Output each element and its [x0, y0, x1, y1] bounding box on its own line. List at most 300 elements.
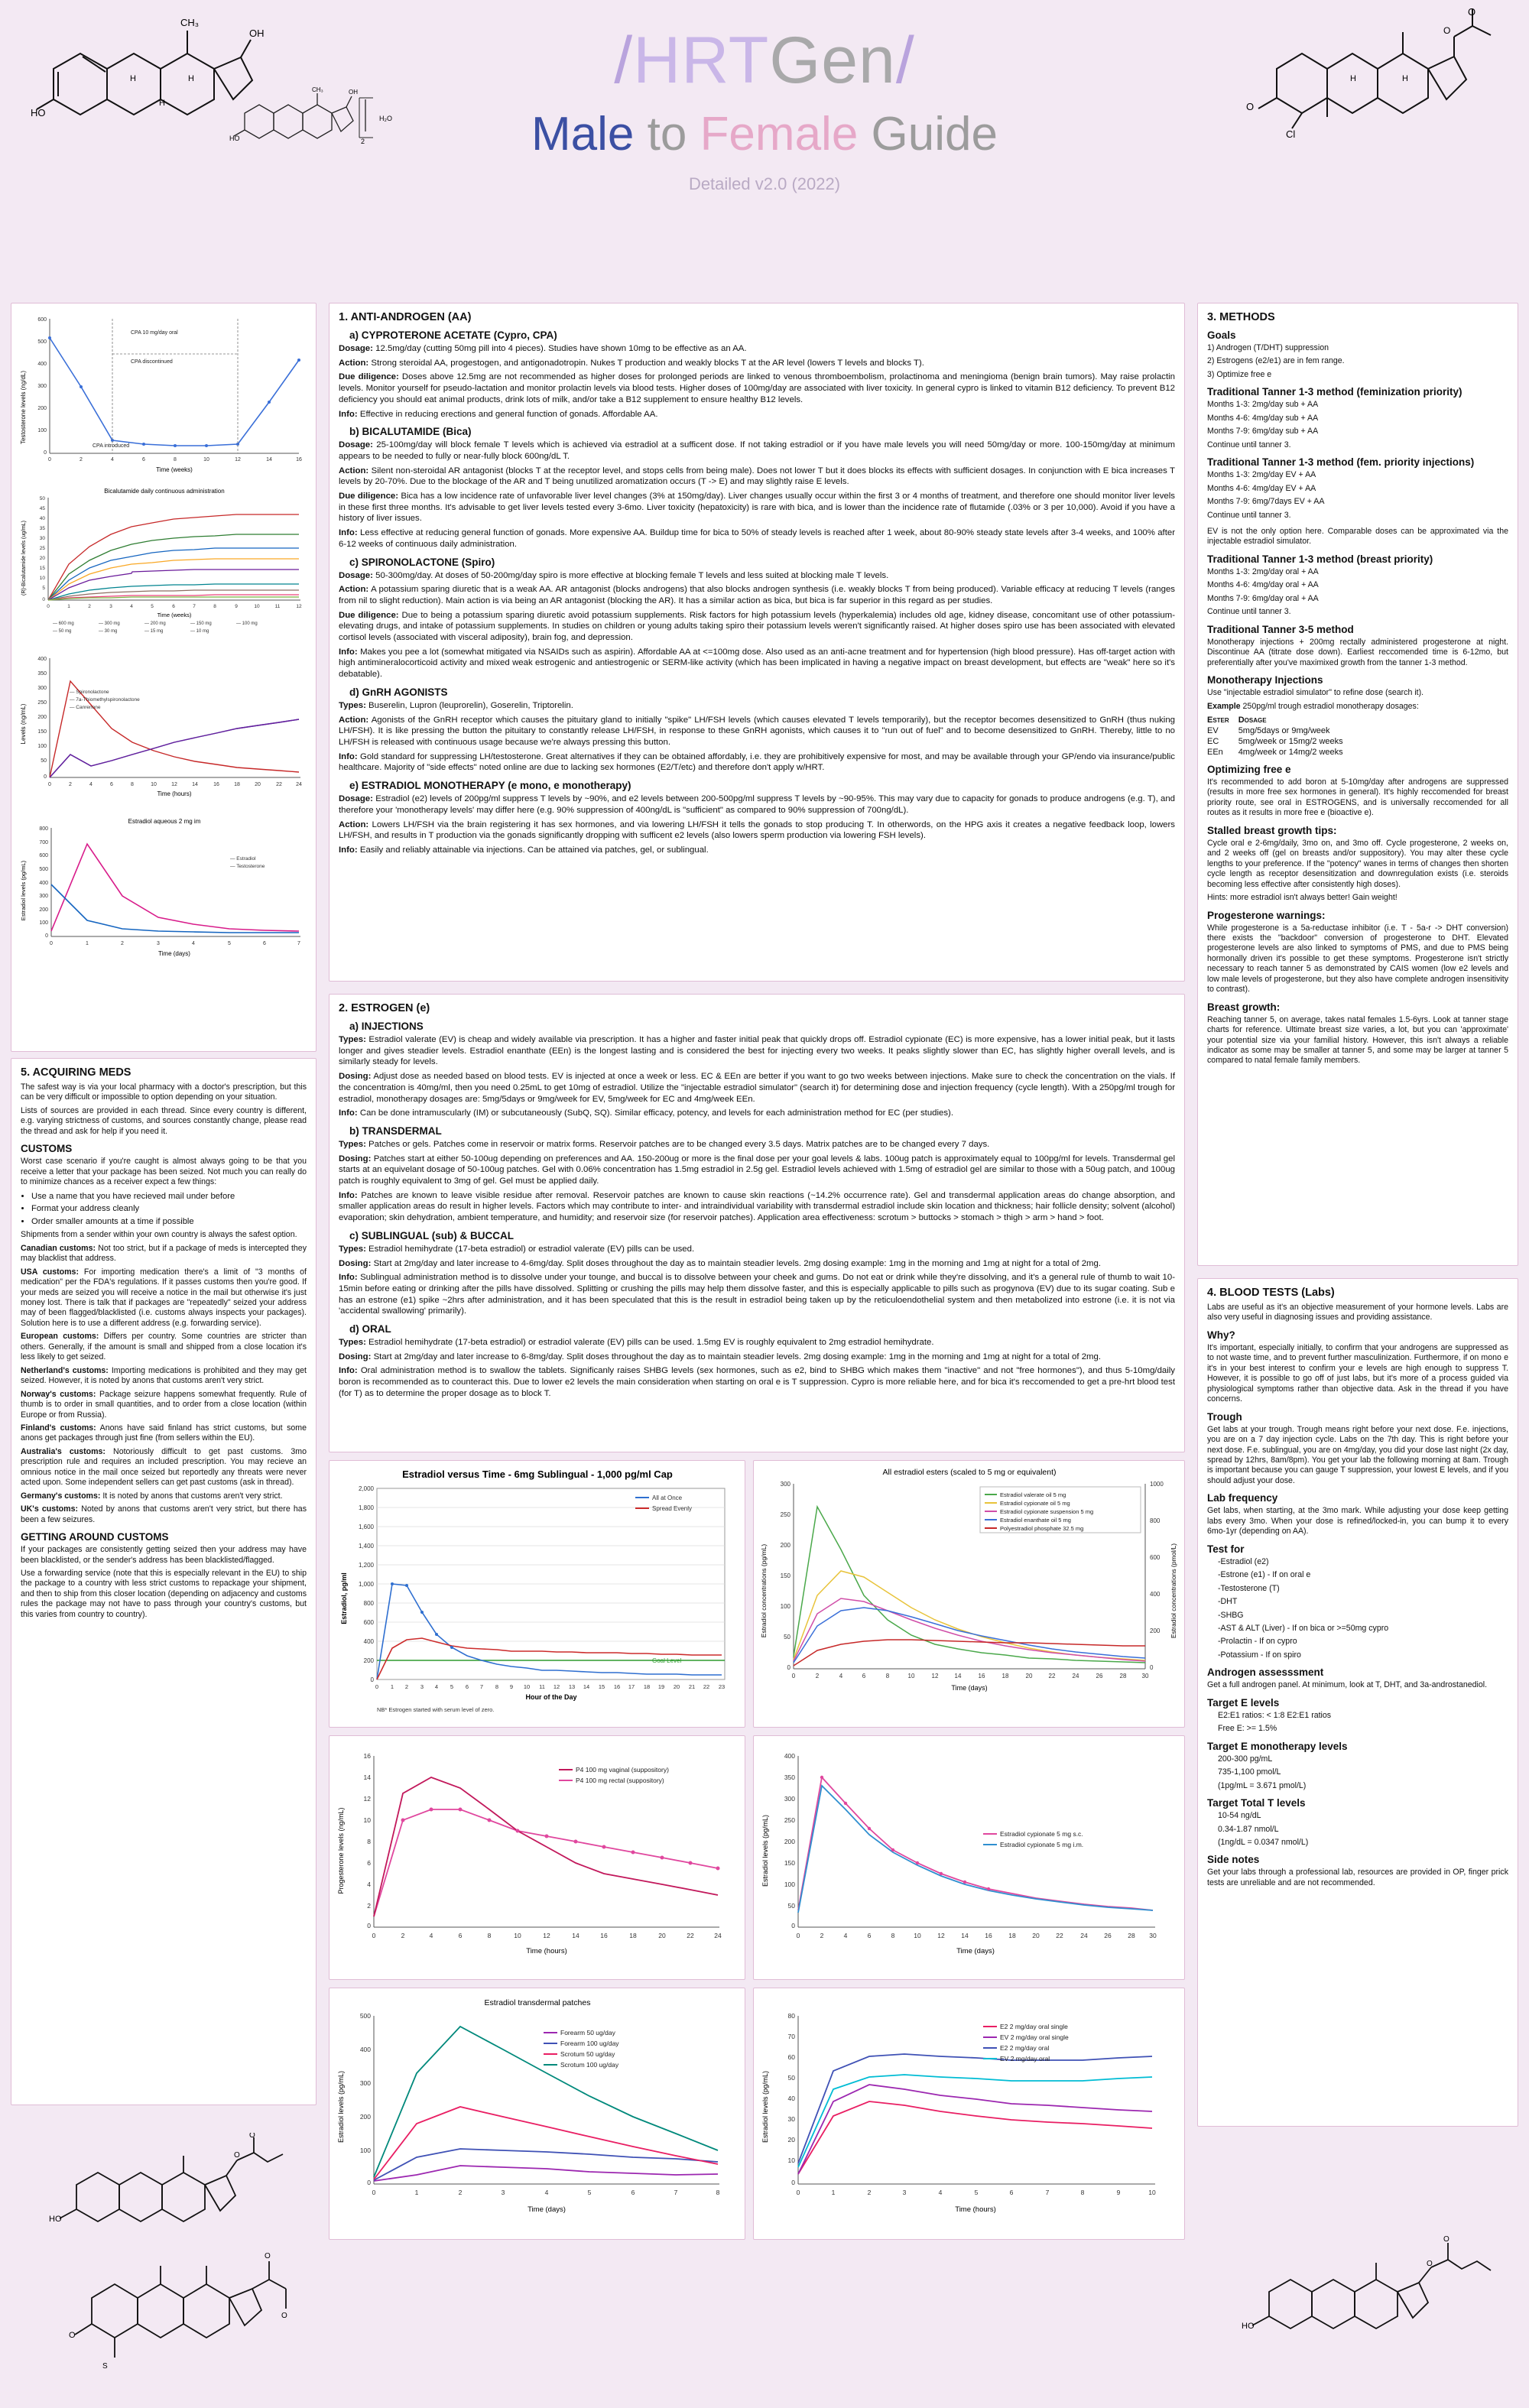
- anti-androgen-panel: [329, 303, 1185, 982]
- svg-text:O: O: [249, 2133, 255, 2140]
- svg-text:4: 4: [111, 457, 114, 462]
- svg-text:24: 24: [1072, 1673, 1079, 1679]
- spiro-dd: Due to being a potassium sparing diuretic avoid potassium supplements. Risk factors for high potassium levels (hyperkalemia) includes old age, kidney disease, concomitant use of other potassium-elevating drugs, and intake of potassium supplements. In studies on children or young adults taking spiro their potassium levels weren't significantly raised. At higher doses spiro use has been associated with elevated cortisol levels (associated with visceral adiposity), brain fog, and depression.: [339, 610, 1175, 643]
- svg-text:— 150 mg: — 150 mg: [190, 621, 212, 626]
- svg-text:Estradiol cypionate 5 mg s.c.: Estradiol cypionate 5 mg s.c.: [1000, 1830, 1083, 1838]
- svg-text:0: 0: [44, 774, 47, 780]
- svg-text:10: 10: [151, 782, 157, 787]
- optimizing-title: Optimizing free e: [1207, 763, 1291, 775]
- injections-heading: a) INJECTIONS: [349, 1021, 424, 1032]
- svg-text:Time (hours): Time (hours): [526, 1947, 567, 1955]
- svg-text:HO: HO: [31, 107, 46, 118]
- svg-text:O: O: [1246, 101, 1255, 112]
- svg-text:14: 14: [572, 1932, 579, 1939]
- svg-text:12: 12: [543, 1932, 550, 1939]
- test-item: -Estrone (e1) - If on oral e: [1218, 1570, 1311, 1580]
- around-customs-title: GETTING AROUND CUSTOMS: [21, 1531, 169, 1543]
- svg-text:4: 4: [839, 1673, 843, 1679]
- chart-all-esters-panel: [753, 1460, 1185, 1728]
- svg-text:4: 4: [192, 941, 195, 946]
- svg-text:250: 250: [780, 1511, 790, 1518]
- australia-text: Notoriously difficult to get past customs. 3mo prescription rule and requires an included prescription. You may recieve an omnious notice in the mail once seized but reportedly any threats were never acted upon. Some independent sellers can get past customs (ask in thread).: [21, 1446, 307, 1488]
- svg-text:400: 400: [363, 1638, 374, 1645]
- estradiol-enanthate-molecule: [1238, 2186, 1506, 2397]
- svg-text:— 7a-Thiomethylspironolactone: — 7a-Thiomethylspironolactone: [70, 697, 140, 703]
- cpa-action-label: Action:: [339, 358, 369, 368]
- svg-text:Estradiol valerate oil 5 mg: Estradiol valerate oil 5 mg: [1000, 1491, 1066, 1498]
- svg-text:H: H: [188, 74, 194, 83]
- svg-text:4: 4: [429, 1932, 433, 1939]
- svg-text:20: 20: [1032, 1932, 1040, 1939]
- svg-text:16: 16: [985, 1932, 992, 1939]
- svg-text:Scrotum 100 ug/day: Scrotum 100 ug/day: [560, 2061, 619, 2069]
- svg-text:Cl: Cl: [1286, 128, 1296, 140]
- netherlands-text: Importing medications is prohibited and they may get seized. However, it is noted by anons that customs aren't very strict.: [21, 1365, 307, 1386]
- svg-text:Time (days): Time (days): [158, 950, 190, 957]
- svg-text:— 200 mg: — 200 mg: [144, 621, 166, 626]
- mono-example-label: Example: [1207, 701, 1241, 711]
- title-slash-right: /: [895, 24, 915, 97]
- svg-text:12: 12: [363, 1795, 371, 1803]
- svg-text:12: 12: [937, 1932, 945, 1939]
- svg-text:Estradiol aqueous 2 mg im: Estradiol aqueous 2 mg im: [128, 818, 201, 825]
- svg-text:8: 8: [716, 2189, 720, 2196]
- svg-text:22: 22: [687, 1932, 694, 1939]
- target-e-mono-item: 735-1,100 pmol/L: [1218, 1767, 1281, 1777]
- progesterone-warnings-title: Progesterone warnings:: [1207, 909, 1326, 921]
- svg-text:100: 100: [784, 1881, 795, 1888]
- ester-dose: 4mg/week or 14mg/2 weeks: [1238, 747, 1343, 757]
- svg-text:250: 250: [784, 1816, 795, 1824]
- svg-text:P4 100 mg vaginal (suppository: P4 100 mg vaginal (suppository): [576, 1766, 669, 1774]
- spiro-action: A potassium sparing diuretic that is a weak AA. AR antagonist (blocks androgens) that also blocks androgen synthesis (i.e. weakly blocks T from being produced). Variable efficacy at reducing T levels (ranges from nil to slight reduction). Main action is via being an AR antagonist (blocking the AR). It has a similar action as bica, but bica is far superior in this regard as per studies.: [339, 585, 1176, 605]
- svg-text:0: 0: [1150, 1664, 1154, 1671]
- svg-text:23: 23: [718, 1683, 726, 1690]
- e2mono-dosage: Estradiol (e2) levels of 200pg/ml suppress T levels by ~90%, and e2 levels between 200-500pg/ml suppress T levels by ~90-95%. This may vary due to capacity for gonads to produce androgens (e.g. T), and therefore your 'monotherapy levels' may differ here (e.g. 90% suppression of 400ng/dL is "sufficient" as compared to 90% suppression of 700ng/dL).: [339, 794, 1175, 815]
- svg-text:O: O: [69, 2331, 76, 2340]
- svg-text:20: 20: [39, 556, 45, 561]
- test-item: -SHBG: [1218, 1610, 1244, 1620]
- bica-dosage-label: Dosage:: [339, 440, 373, 450]
- around-p2: Use a forwarding service (note that this is especially relevant in the EU) to ship the package to a country with less strict customs to repackage your shipment, and then to ship from this closer location (depending on adjacency and customs rules the package may not have to pass through your country's customs, but this varies from country to country).: [21, 1569, 307, 1619]
- svg-text:3: 3: [902, 2189, 907, 2196]
- transdermal-heading: b) TRANSDERMAL: [349, 1124, 442, 1137]
- target-t-title: Target Total T levels: [1207, 1797, 1306, 1809]
- svg-text:1,600: 1,600: [358, 1524, 374, 1530]
- svg-text:8: 8: [174, 457, 177, 462]
- svg-text:HO: HO: [1242, 2322, 1255, 2331]
- bica-dosage: 25-100mg/day will block female T levels which is achieved via estradiol at a sufficent dose. If not taking estradiol or if you have male levels you will need 50mg/day or more. 100-150mg/day at minimum appears to be needed to fully or near-fully block 600ng/dL T.: [339, 440, 1175, 461]
- svg-text:Time (days): Time (days): [528, 2205, 566, 2214]
- dosage-col-header: Dosage: [1238, 715, 1267, 725]
- svg-text:0: 0: [375, 1683, 379, 1690]
- svg-text:10: 10: [39, 576, 45, 581]
- svg-text:0: 0: [367, 2179, 371, 2186]
- svg-text:16: 16: [296, 457, 302, 462]
- e2mono-info: Easily and reliably attainable via injections. Can be attained via patches, gel, or sublingual.: [359, 845, 709, 855]
- inj-dosing: Adjust dose as needed based on blood tests. EV is injected at once a week or less. EC & EEn are better if you want to go two weeks between injections. Make sure to check the concentration on the vials. If the concentration is 40mg/ml, then you need 0.25mL to get 10mg of estradiol. Utilize the "injectable estradiol simulator" (search it) for determining dose and injection frequency (cycle length). With a 250pg/ml trough for estradiol, monotherapy dosages are: 5mg/5days or 9mg/week for EV, 5mg/week for EC and 4mg/week EEn.: [339, 1072, 1175, 1104]
- sub-info-label: Info:: [339, 1273, 358, 1283]
- test-for-title: Test for: [1207, 1543, 1245, 1555]
- svg-text:22: 22: [276, 782, 282, 787]
- svg-text:6: 6: [367, 1859, 371, 1867]
- svg-text:CH₃: CH₃: [180, 17, 200, 28]
- svg-text:400: 400: [39, 881, 48, 886]
- svg-text:15: 15: [598, 1683, 605, 1690]
- svg-text:7: 7: [674, 2189, 678, 2196]
- svg-text:300: 300: [359, 2079, 371, 2087]
- svg-text:9: 9: [1116, 2189, 1121, 2196]
- svg-text:300: 300: [37, 686, 47, 691]
- svg-text:S: S: [102, 2362, 108, 2371]
- spironolactone-molecule: [69, 2232, 298, 2404]
- svg-text:200: 200: [39, 907, 48, 913]
- svg-text:CH₃: CH₃: [312, 86, 323, 93]
- svg-text:Scrotum 50 ug/day: Scrotum 50 ug/day: [560, 2050, 615, 2058]
- e2mono-info-label: Info:: [339, 845, 358, 855]
- svg-text:O: O: [1443, 25, 1451, 36]
- canadian-label: Canadian customs:: [21, 1243, 96, 1253]
- svg-text:6: 6: [110, 782, 113, 787]
- svg-text:0: 0: [791, 1922, 795, 1929]
- svg-text:200: 200: [359, 2113, 371, 2121]
- svg-text:Estradiol levels (pg/mL): Estradiol levels (pg/mL): [337, 2070, 345, 2144]
- svg-text:150: 150: [37, 729, 47, 735]
- cpa-dd-label: Due diligence:: [339, 372, 399, 382]
- mono-example-text: 250pg/ml trough estradiol monotherapy dosages:: [1242, 701, 1419, 711]
- svg-text:24: 24: [714, 1932, 722, 1939]
- test-item: -Prolactin - If on cypro: [1218, 1637, 1297, 1647]
- list-item: • Format your address cleanly: [31, 1203, 307, 1215]
- estrogen-panel: [329, 994, 1185, 1452]
- svg-text:0: 0: [42, 597, 45, 602]
- ester-name: EV: [1207, 725, 1219, 735]
- svg-text:— Canrenone: — Canrenone: [70, 705, 101, 710]
- svg-text:EV 2 mg/day oral: EV 2 mg/day oral: [1000, 2055, 1050, 2062]
- table-row: [1207, 747, 1352, 758]
- norway-text: Package seizure happens somewhat frequently. Rule of thumb is to order in small quantities, and to order from a close location (within Europe or from Russia).: [21, 1389, 307, 1420]
- around-p1: If your packages are consistently getting seized then your address may have been blacklisted, or the sender's address has been blacklisted/flagged.: [21, 1545, 307, 1565]
- svg-text:20: 20: [673, 1683, 680, 1690]
- svg-text:Estradiol concentrations (pmol: Estradiol concentrations (pmol/L): [1170, 1543, 1177, 1639]
- svg-text:Estradiol levels (pg/mL): Estradiol levels (pg/mL): [761, 1814, 769, 1887]
- svg-text:300: 300: [37, 384, 47, 389]
- svg-text:6: 6: [263, 941, 266, 946]
- e2mono-dosage-label: Dosage:: [339, 794, 373, 804]
- svg-text:800: 800: [363, 1600, 374, 1607]
- gnrh-types: Buserelin, Lupron (leuprorelin), Goserelin, Triptorelin.: [368, 700, 573, 710]
- svg-text:100: 100: [37, 744, 47, 749]
- svg-text:8: 8: [367, 1838, 371, 1845]
- acquiring-intro2: Lists of sources are provided in each thread. Since every country is different, e.g. varying strictness of customs, and sources constantly change, please read the thread and ask for help if you need it.: [21, 1105, 307, 1136]
- svg-text:Forearm 100 ug/day: Forearm 100 ug/day: [560, 2040, 619, 2047]
- subtitle-female: Female: [700, 108, 859, 161]
- svg-text:4: 4: [367, 1881, 371, 1888]
- page-header: [0, 0, 1529, 298]
- oral-dosing: Start at 2mg/day and later increase to 6-8mg/day. Split doses throughout the day as to maintain steadier levels. 2mg dosing example: 1mg in the morning and 1mg at night for a total of 2mg.: [373, 1352, 1102, 1361]
- goals-title: Goals: [1207, 329, 1236, 341]
- svg-text:0: 0: [47, 604, 50, 609]
- svg-text:0: 0: [796, 2189, 800, 2196]
- sublingual-chart-title: Estradiol versus Time - 6mg Sublingual - 1,000 pg/ml Cap: [402, 1468, 673, 1480]
- ester-dose: 5mg/5days or 9mg/week: [1238, 725, 1330, 735]
- svg-text:16: 16: [213, 782, 219, 787]
- chart-estradiol-cypionate-panel: [753, 1735, 1185, 1980]
- svg-text:1: 1: [414, 2189, 419, 2196]
- svg-text:22: 22: [1056, 1932, 1063, 1939]
- svg-text:2,000: 2,000: [358, 1485, 374, 1492]
- norway-label: Norway's customs:: [21, 1389, 96, 1399]
- androgen-assessment-text: Get a full androgen panel. At minimum, look at T, DHT, and 3a-androstanediol.: [1207, 1680, 1488, 1690]
- svg-text:P4 100 mg rectal (suppository): P4 100 mg rectal (suppository): [576, 1777, 664, 1784]
- svg-text:5: 5: [151, 604, 154, 609]
- svg-text:2: 2: [458, 2189, 463, 2196]
- svg-text:Time (weeks): Time (weeks): [156, 466, 193, 473]
- sub-dosing: Start at 2mg/day and later increase to 4-6mg/day. Split doses throughout the day as to maintain steadier levels. 2mg dosing example: 1mg in the morning and 1mg at night for a total of 2mg.: [373, 1258, 1102, 1268]
- svg-text:14: 14: [192, 782, 198, 787]
- breast-growth-title: Breast growth:: [1207, 1001, 1281, 1013]
- svg-text:3: 3: [420, 1683, 424, 1690]
- svg-text:800: 800: [39, 826, 48, 832]
- page-subtitle: [0, 107, 1529, 161]
- sublingual-heading: c) SUBLINGUAL (sub) & BUCCAL: [349, 1229, 514, 1241]
- svg-text:0: 0: [372, 1932, 376, 1939]
- svg-text:35: 35: [39, 526, 45, 531]
- trans-info-label: Info:: [339, 1190, 358, 1200]
- customs-title: CUSTOMS: [21, 1143, 73, 1155]
- bloodtests-intro: Labs are useful as it's an objective measurement of your hormone levels. Labs are also very useful in diagnosing issues and providing assistance.: [1207, 1303, 1508, 1322]
- svg-text:200: 200: [780, 1542, 790, 1549]
- svg-text:— Testosterone: — Testosterone: [230, 864, 265, 869]
- svg-text:E2 2 mg/day oral: E2 2 mg/day oral: [1000, 2044, 1050, 2052]
- svg-text:100: 100: [359, 2147, 371, 2154]
- svg-text:6: 6: [142, 457, 145, 462]
- svg-text:20: 20: [255, 782, 261, 787]
- trans-types: Patches or gels. Patches come in reservoir or matrix forms. Reservoir patches are to be changed every 3.5 days. Matrix patches are to be changed every 7 days.: [368, 1139, 990, 1149]
- gnrh-action: Agonists of the GnRH receptor which causes the pituitary gland to initially "spike" LH/FSH levels (which causes elevated T levels temporarily), but the receptor becomes desensitized to GnRH (thus nuking LH/FSH). It is like pressing the button the pituitary to constantly release LH/FSH, in response to these GnRH agonists, which causes it to "run out of fuel" and to become desensitized to GnRH. Thereby, little to no LH/FSH is released with continuous usage because we're always pressing this button.: [339, 715, 1175, 747]
- trans-dosing-label: Dosing:: [339, 1154, 372, 1163]
- sub-types-label: Types:: [339, 1244, 366, 1254]
- title-hrt: HRT: [633, 24, 770, 97]
- bica-dd: Bica has a low incidence rate of unfavorable liver level changes (3% at 150mg/day). Liver changes usually occur within the first 3 or 4 months of treatment, and therefore one should monitor liver levels in these first three months. It's advisable to get liver levels tested every 3-6mo. Liver toxicity (hepatoxicity) is rare with bica, and is lower than the incidence rate of flutamide (.03% or 3 per 10,000). Avoid if you have a history of liver issues.: [339, 492, 1175, 524]
- svg-text:1000: 1000: [1150, 1481, 1164, 1488]
- svg-text:Bicalutamide daily continuous: Bicalutamide daily continuous administration: [104, 488, 225, 495]
- cpa-dd: Doses above 12.5mg are not recommended as higher doses for prolonged periods are linked to venous thromboembolism, prolactinoma and meningioma (benign brain tumors). May raise prolactin levels. Monitor yourself for pseudo-lactation and monitor prolactin levels via blood tests. Higher doses of 100mg/day are associated with liver toxicity. In general cypro is linked to vitamin B12 deficiency. To prevent B12 deficiency you should eat animal products, drink lots of milk, and/or take a B12 supplement to ensure healthy B12 levels.: [339, 372, 1176, 404]
- tanner-fem-4: Continue until tanner 3.: [1207, 440, 1291, 449]
- svg-text:6: 6: [172, 604, 175, 609]
- svg-text:8: 8: [1080, 2189, 1085, 2196]
- svg-text:25: 25: [39, 546, 45, 551]
- subtitle-guide: Guide: [858, 108, 998, 161]
- svg-text:50: 50: [39, 496, 45, 501]
- target-e-mono-item: 200-300 pg/mL: [1218, 1754, 1273, 1764]
- finland-text: Anons have said finland has strict customs, but some anons get packages through just fine (from sellers within the EU).: [21, 1423, 307, 1443]
- svg-text:12: 12: [553, 1683, 560, 1690]
- ester-dose-table: [1207, 715, 1352, 758]
- svg-text:11: 11: [274, 604, 281, 609]
- svg-text:1: 1: [86, 941, 89, 946]
- svg-text:500: 500: [359, 2012, 371, 2020]
- side-notes-text: Get your labs through a professional lab, resources are provided in OP, finger prick tests are unreliable and are not recommended.: [1207, 1868, 1508, 1887]
- svg-text:0: 0: [787, 1664, 790, 1671]
- gnrh-info: Gold standard for suppressing LH/testosterone. Great alternatives if they can be obtained affordably, i.e. they are prohibitively expensive for most, and may be available through your GP/endo via insurance/public healthcare. Majority of "side effects" noted online are due to lacking sex hormones (E2/T/etc) and therefore don't apply w/HRT.: [339, 751, 1175, 773]
- bica-action-label: Action:: [339, 466, 369, 475]
- svg-text:30: 30: [1149, 1932, 1157, 1939]
- cpa-dosage: 12.5mg/day (cutting 50mg pill into 4 pieces). Studies have shown 10mg to be effective as an AA.: [375, 344, 747, 353]
- svg-text:— 50 mg: — 50 mg: [53, 629, 72, 634]
- svg-text:50: 50: [787, 2074, 795, 2082]
- target-e-item: E2:E1 ratios: < 1:8 E2:E1 ratios: [1218, 1710, 1332, 1720]
- spiro-dosage: 50-300mg/day. At doses of 50-200mg/day spiro is more effective at blocking female T levels and less suited at blocking male T levels.: [375, 570, 889, 580]
- spiro-heading: c) SPIRONOLACTONE (Spiro): [349, 556, 495, 568]
- chart-sublingual-panel: [329, 1460, 745, 1728]
- target-t-item: 0.34-1.87 nmol/L: [1218, 1824, 1279, 1834]
- svg-text:— 600 mg: — 600 mg: [53, 621, 74, 626]
- breast-growth-text: Reaching tanner 5, on average, takes natal females 1.5-6yrs. Look at tanner stage charts for reference. Ultimate breast size varies, a lot, but you can 'approximate' your potential size via your familial history. However, this isn't always a reliable indicator as some may be smaller at tanner 5, and some may be larger at tanner 5 compared to natal female family members.: [1207, 1014, 1508, 1066]
- svg-text:50: 50: [41, 758, 47, 764]
- svg-text:0: 0: [48, 782, 51, 787]
- svg-text:400: 400: [37, 362, 47, 367]
- svg-text:Estradiol cypionate suspension: Estradiol cypionate suspension 5 mg: [1000, 1508, 1094, 1515]
- svg-text:O: O: [1443, 2235, 1449, 2244]
- svg-text:Goal Level: Goal Level: [652, 1657, 682, 1664]
- cpa-info: Effective in reducing erections and general function of gonads. Affordable AA.: [359, 409, 658, 419]
- svg-text:30: 30: [787, 2115, 795, 2123]
- patches-title: Estradiol transdermal patches: [484, 1998, 591, 2007]
- svg-text:— 300 mg: — 300 mg: [99, 621, 120, 626]
- spiro-dd-label: Due diligence:: [339, 610, 399, 620]
- svg-text:Forearm 50 ug/day: Forearm 50 ug/day: [560, 2029, 615, 2036]
- svg-text:10: 10: [787, 2156, 795, 2164]
- svg-text:28: 28: [1128, 1932, 1135, 1939]
- svg-text:30: 30: [39, 536, 45, 541]
- germany-text: It is noted by anons that customs aren't very strict.: [102, 1491, 283, 1501]
- svg-text:16: 16: [600, 1932, 608, 1939]
- svg-text:20: 20: [1025, 1673, 1033, 1679]
- svg-text:4: 4: [544, 2189, 549, 2196]
- sub-dosing-label: Dosing:: [339, 1258, 372, 1268]
- svg-text:Levels (ng/mL): Levels (ng/mL): [20, 703, 27, 745]
- svg-text:800: 800: [1150, 1517, 1161, 1524]
- svg-text:20: 20: [787, 2136, 795, 2144]
- svg-text:8: 8: [885, 1673, 890, 1679]
- svg-text:OH: OH: [349, 89, 358, 96]
- progesterone-warnings-text: While progesterone is a 5a-reductase inhibitor (i.e. T - 5a-r -> DHT conversion) there exists the "backdoor" conversion of progesterone to DHT. Elevated progesterone levels are also linked to symptoms of PMS, and due to PMS being hormonally driven it's possible to get these symptoms. Progesterone isn't strictly necessary to reach tanner 5 as demonstrated by CAIS women (low e2 levels and low male levels of progesterone, but they also have complete androgen insensitivity to contrast).: [1207, 923, 1508, 995]
- svg-text:14: 14: [266, 457, 272, 462]
- left-charts-panel: [11, 303, 317, 1052]
- tanner35-text: Monotherapy injections + 200mg rectally administered progesterone at night. Discontinue AA (titrate dose down). Earliest reccomended time is 6-12mo, but preferentially after you've maximixed growth from the tanner 1-3 method.: [1207, 637, 1508, 667]
- svg-text:Estradiol levels (pg/mL): Estradiol levels (pg/mL): [20, 860, 27, 921]
- svg-text:18: 18: [1001, 1673, 1009, 1679]
- svg-text:— 10 mg: — 10 mg: [190, 629, 209, 634]
- svg-text:Hour of the Day: Hour of the Day: [525, 1693, 577, 1701]
- svg-text:12: 12: [171, 782, 177, 787]
- tanner-fem-3: Months 7-9: 6mg/day sub + AA: [1207, 427, 1319, 436]
- svg-text:7: 7: [297, 941, 300, 946]
- svg-text:1,800: 1,800: [358, 1504, 374, 1511]
- e2mono-action-label: Action:: [339, 819, 369, 829]
- svg-text:0: 0: [370, 1676, 374, 1683]
- svg-text:CPA introduced: CPA introduced: [93, 443, 130, 449]
- why-title: Why?: [1207, 1329, 1235, 1341]
- methods-panel: [1197, 303, 1518, 1266]
- svg-text:13: 13: [568, 1683, 576, 1690]
- svg-text:2: 2: [404, 1683, 409, 1690]
- subtitle-to: to: [634, 108, 700, 161]
- svg-text:21: 21: [688, 1683, 696, 1690]
- svg-text:5: 5: [228, 941, 231, 946]
- svg-text:40: 40: [39, 516, 45, 521]
- cpa-dosage-label: Dosage:: [339, 344, 373, 353]
- optimizing-text: It's recommended to add boron at 5-10mg/day after androgens are suppressed (results in more free sex hormones in general). It's highly reccomended for breast priority route, see oral in ESTROGENS, and is universally reccomended for all routes as it results in more free e (bioactive e).: [1207, 777, 1508, 818]
- goal-2: 2) Estrogens (e2/e1) are in fem range.: [1207, 356, 1345, 366]
- svg-text:7: 7: [479, 1683, 484, 1690]
- svg-text:60: 60: [787, 2053, 795, 2061]
- gnrh-types-label: Types:: [339, 700, 366, 710]
- svg-text:1: 1: [390, 1683, 394, 1690]
- svg-text:300: 300: [780, 1481, 790, 1488]
- table-row: [1207, 725, 1352, 736]
- svg-text:18: 18: [643, 1683, 651, 1690]
- bica-heading: b) BICALUTAMIDE (Bica): [349, 426, 472, 438]
- why-text: It's important, especially initially, to confirm that your androgens are suppressed as to not waste time, and to prevent further masculinization. Furthermore, if on mono e it's in your best interest to confirm your e levels are high enough to suppress T. However, it is possible to go off of just labs, but it's more of a process guided via physiological symptoms rather than objective data. Ask in the thread if you have concerns.: [1207, 1342, 1508, 1404]
- svg-text:0: 0: [44, 450, 47, 456]
- svg-text:2: 2: [401, 1932, 405, 1939]
- trough-title: Trough: [1207, 1410, 1242, 1423]
- svg-text:18: 18: [1008, 1932, 1016, 1939]
- svg-text:14: 14: [363, 1774, 371, 1781]
- svg-text:8: 8: [495, 1683, 499, 1690]
- trough-text: Get labs at your trough. Trough means right before your next dose. F.e. injections, you are on a 7 day injection cycle. Labs on the 7th day. This is right before your next dose. F.e. sublingual, you are on 4mg/day, you did your dose last night (2x day, spread by 12hrs, 8am/8pm). You get your lab the following morning at 8am. Trough is important because you can gauge T suppression, your lowest E levels, and if you should adjust your dose.: [1207, 1424, 1508, 1485]
- svg-text:E2 2 mg/day oral single: E2 2 mg/day oral single: [1000, 2023, 1068, 2030]
- svg-text:Testosterone levels (ng/dL): Testosterone levels (ng/dL): [20, 370, 27, 445]
- svg-text:200: 200: [363, 1657, 374, 1664]
- acquiring-intro: The safest way is via your local pharmacy with a doctor's prescription, but this can be very difficult or impossible to option depending on your situation.: [21, 1082, 307, 1102]
- svg-text:0: 0: [796, 1932, 800, 1939]
- svg-text:20: 20: [658, 1932, 666, 1939]
- svg-text:Time (hours): Time (hours): [955, 2205, 996, 2214]
- svg-text:10: 10: [254, 604, 260, 609]
- chart-patches-panel: [329, 1988, 745, 2240]
- e2mono-heading: e) ESTRADIOL MONOTHERAPY (e mono, e monotherapy): [349, 780, 631, 792]
- svg-text:Estradiol levels (pg/mL): Estradiol levels (pg/mL): [761, 2070, 769, 2144]
- inj-types-label: Types:: [339, 1035, 366, 1044]
- ester-dose: 5mg/week or 15mg/2 weeks: [1238, 736, 1343, 746]
- target-t-item: (1ng/dL = 0.0347 nmol/L): [1218, 1837, 1309, 1847]
- svg-text:200: 200: [37, 406, 47, 411]
- tanner-inj-title: Traditional Tanner 1-3 method (fem. priority injections): [1207, 456, 1475, 469]
- svg-text:10: 10: [1148, 2189, 1156, 2196]
- svg-text:OH: OH: [249, 28, 265, 39]
- svg-text:Time (hours): Time (hours): [157, 790, 192, 797]
- svg-text:O: O: [1427, 2260, 1433, 2268]
- svg-text:Polyestradiol phosphate 32.5 m: Polyestradiol phosphate 32.5 mg: [1000, 1525, 1084, 1532]
- svg-text:H₂O: H₂O: [379, 115, 392, 122]
- svg-text:8: 8: [213, 604, 216, 609]
- cpa-action: Strong steroidal AA, progestogen, and antigonadotropin. Nukes T production and weakly blocks T at the AR level (lowers T levels and blocks T).: [371, 358, 924, 368]
- svg-text:150: 150: [784, 1859, 795, 1867]
- svg-text:9: 9: [235, 604, 238, 609]
- svg-text:2: 2: [820, 1932, 824, 1939]
- test-item: -Estradiol (e2): [1218, 1556, 1269, 1566]
- cpa-heading: a) CYPROTERONE ACETATE (Cypro, CPA): [349, 329, 557, 341]
- svg-text:0: 0: [50, 941, 53, 946]
- svg-text:1: 1: [831, 2189, 836, 2196]
- oral-types-label: Types:: [339, 1338, 366, 1348]
- e2mono-action: Lowers LH/FSH via the brain registering it has sex hormones, and via lowering LH/FSH it tells the gonads to stop producing T. In otherwords, on the HPG axis it creates a negative feedback loop, lowers LH/FSH, and results in T production via the gonads significantly dropping with sufficent e2 levels (also lowers sperm production via lowering FSH levels).: [339, 819, 1175, 841]
- svg-text:15: 15: [39, 566, 45, 571]
- chart-spironolactone: [16, 647, 313, 814]
